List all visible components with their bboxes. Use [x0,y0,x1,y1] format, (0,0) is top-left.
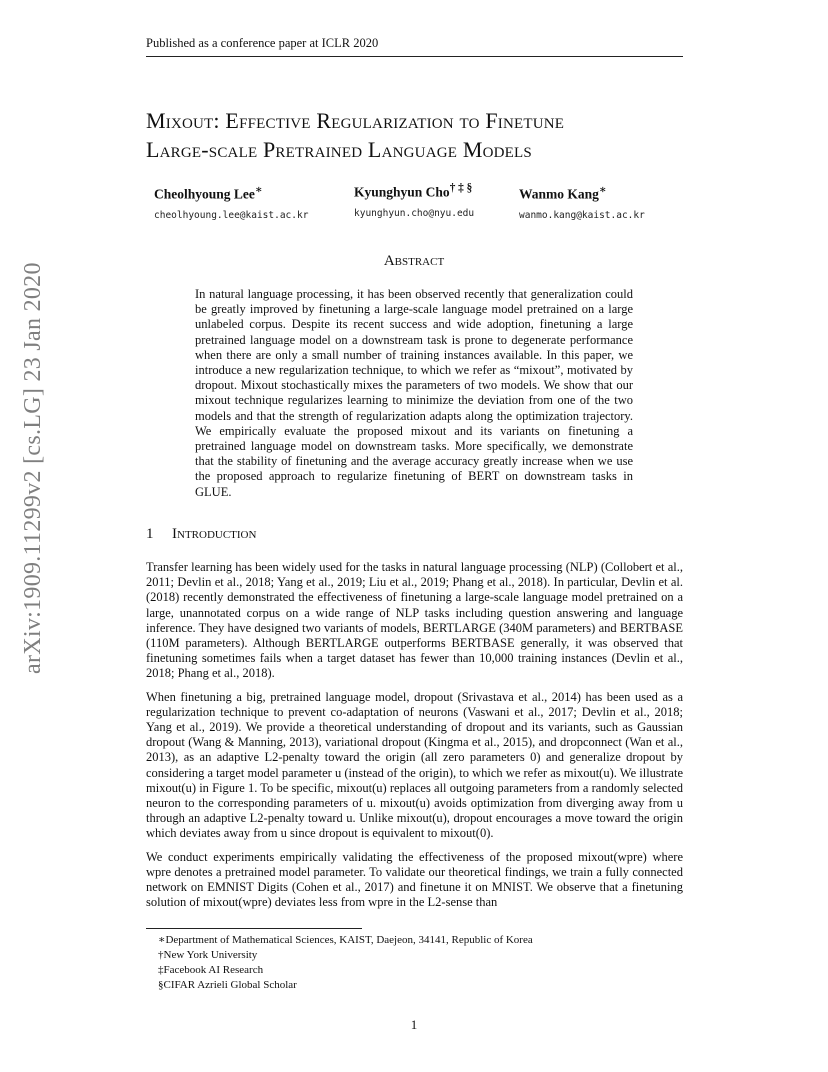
paragraph: We conduct experiments empirically validating the effectiveness of the proposed mixout(wpre) where wpre denotes a pretrained model parameter. To validate our theoretical findings, we train a fully connected network on EMNIST Digits (Cohen et al., 2017) and finetune it on MNIST. We observe that a finetuning solution of mixout(wpre) deviates less from wpre in the L2-sense than [146,849,683,910]
author-email: wanmo.kang@kaist.ac.kr [519,209,645,221]
body-text [146,560,683,918]
author-name: Kyunghyun Cho [354,184,450,200]
footnote: †New York University [158,949,258,961]
author-2 [354,182,474,219]
author-name: Wanmo Kang [519,186,599,202]
author-3 [519,182,645,221]
running-header: Published as a conference paper at ICLR 2020 [146,36,683,57]
author-mark: ∗ [254,184,263,196]
abstract-heading: Abstract [383,253,445,269]
author-name: Cheolhyoung Lee [154,186,255,202]
footnote-rule [146,928,362,929]
title-line-1: Mixout: Effective Regularization to Finetune [146,108,565,133]
author-mark: ∗ [598,184,607,196]
section-title: Introduction [172,526,257,542]
author-1 [154,182,308,221]
arxiv-identifier: arXiv:1909.11299v2 [cs.LG] 23 Jan 2020 [20,262,46,674]
title-line-2: Large-scale Pretrained Language Models [146,137,532,162]
page-number: 1 [410,1017,418,1032]
author-email: kyunghyun.cho@nyu.edu [354,207,475,219]
paragraph: When finetuning a big, pretrained language model, dropout (Srivastava et al., 2014) has been used as a regularization technique to prevent co-adaptation of neurons (Vaswani et al., 2017; Devlin et al., 2018; Yang et al., 2019). We provide a theoretical understanding of dropout and its variants, such as Gaussian dropout (Wang & Manning, 2013), variational dropout (Kingma et al., 2015), and dropconnect (Wan et al., 2013), as an adaptive L2-penalty toward the origin (all zero parameters 0) and generalize dropout by considering a target model parameter u (instead of the origin), to which we refer as mixout(u). We illustrate mixout(u) in Figure 1. To be specific, mixout(u) replaces all outgoing parameters from a randomly selected neuron to the corresponding parameters of u. mixout(u) avoids optimization from diverging away from u through an adaptive L2-penalty toward u. Unlike mixout(u), dropout encourages a move toward the origin which deviates away from u since dropout is equivalent to mixout(0). [146,689,683,841]
author-email: cheolhyoung.lee@kaist.ac.kr [154,209,309,221]
section-heading [146,526,256,543]
paper-title [146,106,706,164]
footnotes [158,933,533,993]
author-mark: † ‡ § [449,182,473,194]
section-number: 1 [146,526,154,542]
footnote: §CIFAR Azrieli Global Scholar [158,979,297,991]
paragraph: Transfer learning has been widely used for the tasks in natural language processing (NLP) (Collobert et al., 2011; Devlin et al., 2018; Yang et al., 2019; Liu et al., 2019; Phang et al., 2018). In particular, Devlin et al. (2018) recently demonstrated the effectiveness of finetuning a large-scale language model pretrained on a large, unannotated corpus on a wide range of NLP tasks including question answering and language inference. They have designed two variants of models, BERTLARGE (340M parameters) and BERTBASE (110M parameters). Although BERTLARGE outperforms BERTBASE generally, it was observed that finetuning sometimes fails when a target dataset has fewer than 10,000 training instances (Devlin et al., 2018; Phang et al., 2018). [146,560,683,681]
abstract-text: In natural language processing, it has been observed recently that generalization could be greatly improved by finetuning a large-scale language model pretrained on a large unlabeled corpus. Despite its recent success and wide adoption, finetuning a large pretrained language model on a downstream task is prone to degenerate performance when there are only a small number of training instances available. In this paper, we introduce a new regularization technique, to which we refer as “mixout”, motivated by dropout. Mixout stochastically mixes the parameters of two models. We show that our mixout technique regularizes learning to minimize the deviation from one of the two models and that the strength of regularization adapts along the optimization trajectory. We empirically evaluate the proposed mixout and its variants on finetuning a pretrained language model on downstream tasks. More specifically, we demonstrate that the stability of finetuning and the average accuracy greatly increase when we use the proposed approach to regularize finetuning of BERT on downstream tasks in GLUE. [195,287,633,499]
footnote: ‡Facebook AI Research [158,964,264,976]
footnote: ∗Department of Mathematical Sciences, KAIST, Daejeon, 34141, Republic of Korea [158,934,533,946]
